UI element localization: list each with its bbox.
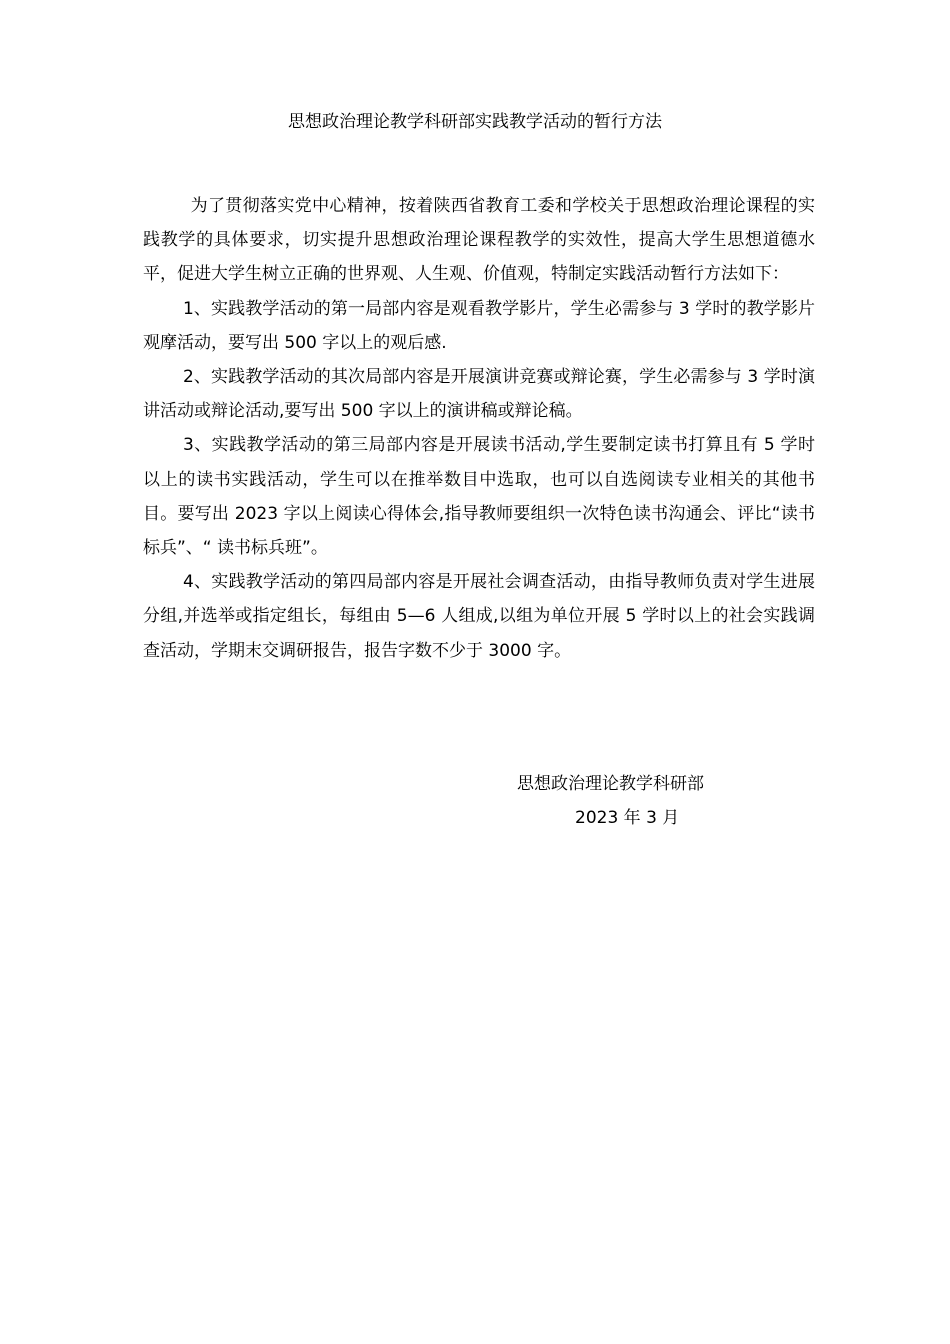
document-title: 思想政治理论教学科研部实践教学活动的暂行方法 — [288, 112, 662, 132]
item-paragraph-1: 1、实践教学活动的第一局部内容是观看教学影片，学生必需参与 3 学时的教学影片观摩活动，要写出 500 字以上的观后感. — [143, 298, 815, 353]
item-paragraph-3: 3、实践教学活动的第三局部内容是开展读书活动,学生要制定读书打算且有 5 学时以上的读书实践活动，学生可以在推举数目中选取，也可以自选阅读专业相关的其他书目。要写出 2023 字以上阅读心得体会,指导教师要组织一次特色读书沟通会、评比“读书标兵”、“ 读书标兵班”。 — [143, 435, 815, 559]
signature-date: 2023 年 3 月 — [575, 808, 680, 828]
document-body — [143, 189, 815, 668]
item-paragraph-4: 4、实践教学活动的第四局部内容是开展社会调查活动，由指导教师负责对学生进展分组,并选举或指定组长，每组由 5—6 人组成,以组为单位开展 5 学时以上的社会实践调查活动，学期末交调研报告，报告字数不少于 3000 字。 — [143, 572, 815, 661]
item-paragraph-2: 2、实践教学活动的其次局部内容是开展演讲竞赛或辩论赛，学生必需参与 3 学时演讲活动或辩论活动,要写出 500 字以上的演讲稿或辩论稿。 — [143, 367, 815, 422]
signature-organization: 思想政治理论教学科研部 — [517, 774, 704, 794]
intro-paragraph: 为了贯彻落实党中心精神，按着陕西省教育工委和学校关于思想政治理论课程的实践教学的具体要求，切实提升思想政治理论课程教学的实效性，提高大学生思想道德水平，促进大学生树立正确的世界观、人生观、价值观，特制定实践活动暂行方法如下： — [143, 196, 815, 285]
